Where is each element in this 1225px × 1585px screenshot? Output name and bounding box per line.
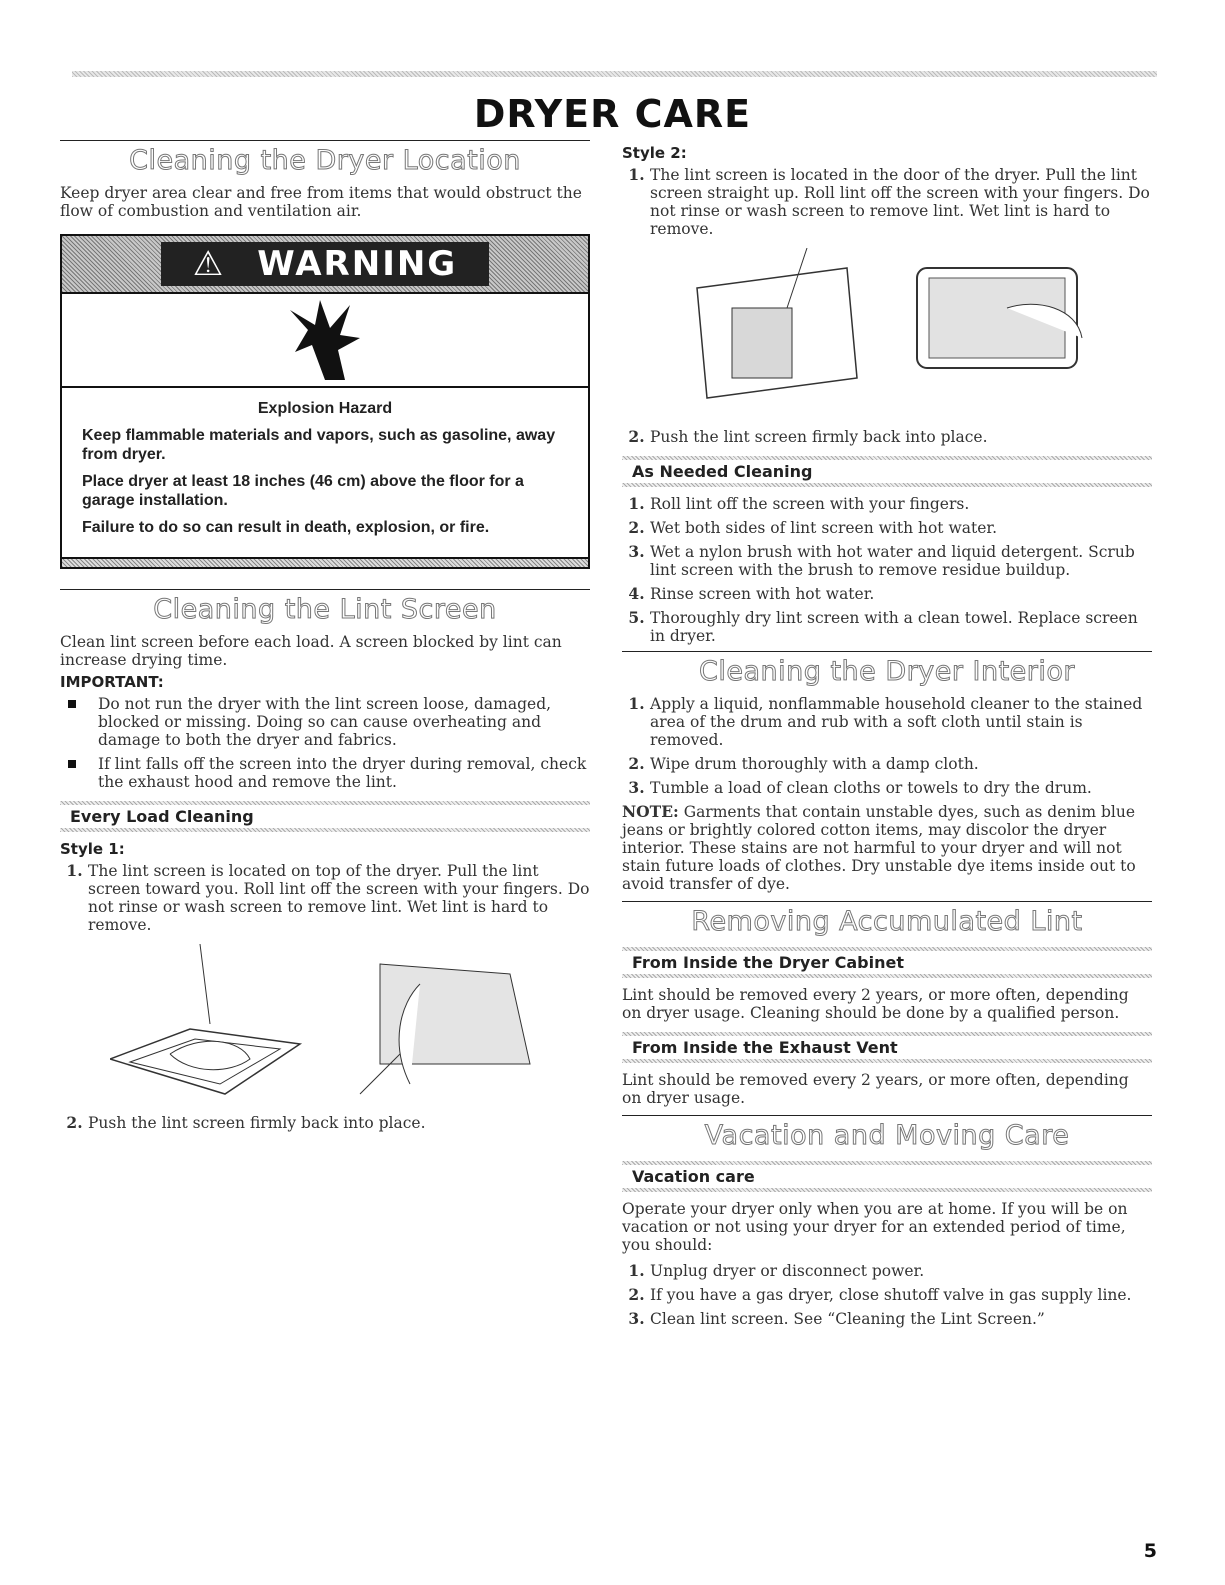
section-rule — [622, 651, 1152, 652]
warning-label: WARNING — [241, 242, 473, 286]
hazard-title: Explosion Hazard — [257, 400, 393, 417]
list-item: 3. Clean lint screen. See “Cleaning the Lint Screen.” — [650, 1310, 1152, 1328]
warning-footer-bar — [62, 557, 588, 567]
subhead-exhaust-vent: From Inside the Exhaust Vent — [622, 1032, 1152, 1063]
list-item: 2. Wipe drum thoroughly with a damp cloth. — [650, 755, 1152, 773]
section-title-accumulated-lint: Removing Accumulated Lint — [691, 906, 1083, 937]
style2-steps-continued — [622, 428, 1152, 446]
section-title-dryer-location: Cleaning the Dryer Location — [129, 145, 521, 176]
lint-screen-top-illustration — [110, 944, 310, 1104]
subhead-dryer-cabinet: From Inside the Dryer Cabinet — [622, 947, 1152, 978]
list-item: 1. The lint screen is located on top of the dryer. Pull the lint screen toward you. Roll lint off the screen with your fingers. Do not rinse or wash screen to remove lint. Wet lint is hard to remove. — [88, 862, 590, 934]
warning-box — [60, 234, 590, 569]
list-item: Do not run the dryer with the lint screen loose, damaged, blocked or missing. Doing so can cause overheating and damage to both the dryer and fabrics. — [98, 695, 590, 749]
left-column — [60, 140, 590, 1138]
list-item: If lint falls off the screen into the dryer during removal, check the exhaust hood and remove the lint. — [98, 755, 590, 791]
style2-steps — [622, 166, 1152, 238]
list-item: 2. If you have a gas dryer, close shutoff valve in gas supply line. — [650, 1286, 1152, 1304]
vacation-body: Operate your dryer only when you are at home. If you will be on vacation or not using your dryer for an extended period of time, you should: — [622, 1200, 1128, 1254]
section-title-lint-screen: Cleaning the Lint Screen — [153, 594, 497, 625]
style1-label: Style 1: — [60, 840, 125, 858]
page-title: DRYER CARE — [473, 92, 752, 136]
important-label: IMPORTANT: — [60, 673, 164, 691]
warning-triangle-icon: ⚠ — [177, 242, 241, 286]
list-item: 4. Rinse screen with hot water. — [650, 585, 1152, 603]
section-title-vacation: Vacation and Moving Care — [704, 1120, 1070, 1151]
vacation-steps — [622, 1262, 1152, 1328]
interior-note — [622, 803, 1152, 893]
list-item: 3. Wet a nylon brush with hot water and liquid detergent. Scrub lint screen with the brush to remove residue buildup. — [650, 543, 1152, 579]
note-label: NOTE: — [622, 802, 679, 821]
style1-illustrations — [60, 944, 590, 1104]
list-item: 5. Thoroughly dry lint screen with a clean towel. Replace screen in dryer. — [650, 609, 1152, 645]
lint-body: Clean lint screen before each load. A screen blocked by lint can increase drying time. — [60, 633, 562, 669]
list-item: 1. Apply a liquid, nonflammable household cleaner to the stained area of the drum and rub with a soft cloth until stain is removed. — [650, 695, 1152, 749]
lint-screen-pull-illustration — [340, 944, 540, 1104]
list-item: 1. The lint screen is located in the door of the dryer. Pull the lint screen straight up. Roll lint off the screen with your fingers. Do not rinse or wash screen to remove lint. Wet lint is hard to remove. — [650, 166, 1152, 238]
page-number: 5 — [1143, 1540, 1157, 1562]
list-item: 2. Wet both sides of lint screen with hot water. — [650, 519, 1152, 537]
lint-screen-rolling-illustration — [907, 248, 1087, 378]
explosion-icon — [62, 294, 588, 388]
style2-label: Style 2: — [622, 144, 687, 162]
style1-steps — [60, 862, 590, 934]
warning-body — [62, 388, 588, 557]
location-body: Keep dryer area clear and free from items that would obstruct the flow of combustion and ventilation air. — [60, 184, 582, 220]
list-item: 2. Push the lint screen firmly back into place. — [88, 1114, 590, 1132]
section-rule — [60, 589, 590, 590]
style1-steps-continued — [60, 1114, 590, 1132]
note-text: Garments that contain unstable dyes, such as denim blue jeans or brightly colored cotton items, may discolor the dryer interior. These stains are not harmful to your dryer and will not stain future loads of clothes. Dry unstable dye items inside out to avoid transfer of dye. — [622, 803, 1136, 893]
cabinet-body: Lint should be removed every 2 years, or more often, depending on dryer usage. Cleaning should be done by a qualified person. — [622, 986, 1129, 1022]
list-item: 1. Roll lint off the screen with your fingers. — [650, 495, 1152, 513]
list-item: 1. Unplug dryer or disconnect power. — [650, 1262, 1152, 1280]
lint-screen-door-illustration — [687, 248, 877, 418]
list-item: 2. Push the lint screen firmly back into place. — [650, 428, 1152, 446]
top-decorative-bar — [72, 71, 1157, 77]
warning-header — [62, 236, 588, 294]
section-rule — [622, 1115, 1152, 1116]
warning-line: Place dryer at least 18 inches (46 cm) above the floor for a garage installation. — [82, 473, 524, 509]
vent-body: Lint should be removed every 2 years, or more often, depending on dryer usage. — [622, 1071, 1129, 1107]
section-rule — [622, 901, 1152, 902]
subhead-vacation-care: Vacation care — [622, 1161, 1152, 1192]
list-item: 3. Tumble a load of clean cloths or towels to dry the drum. — [650, 779, 1152, 797]
right-column — [622, 140, 1152, 1334]
as-needed-steps — [622, 495, 1152, 645]
subhead-as-needed: As Needed Cleaning — [622, 456, 1152, 487]
warning-line: Failure to do so can result in death, explosion, or fire. — [82, 519, 490, 536]
interior-steps — [622, 695, 1152, 797]
important-list — [60, 695, 590, 791]
subhead-every-load: Every Load Cleaning — [60, 801, 590, 832]
section-rule — [60, 140, 590, 141]
style2-illustrations — [622, 248, 1152, 418]
section-title-dryer-interior: Cleaning the Dryer Interior — [698, 656, 1075, 687]
warning-line: Keep flammable materials and vapors, such as gasoline, away from dryer. — [82, 427, 556, 463]
